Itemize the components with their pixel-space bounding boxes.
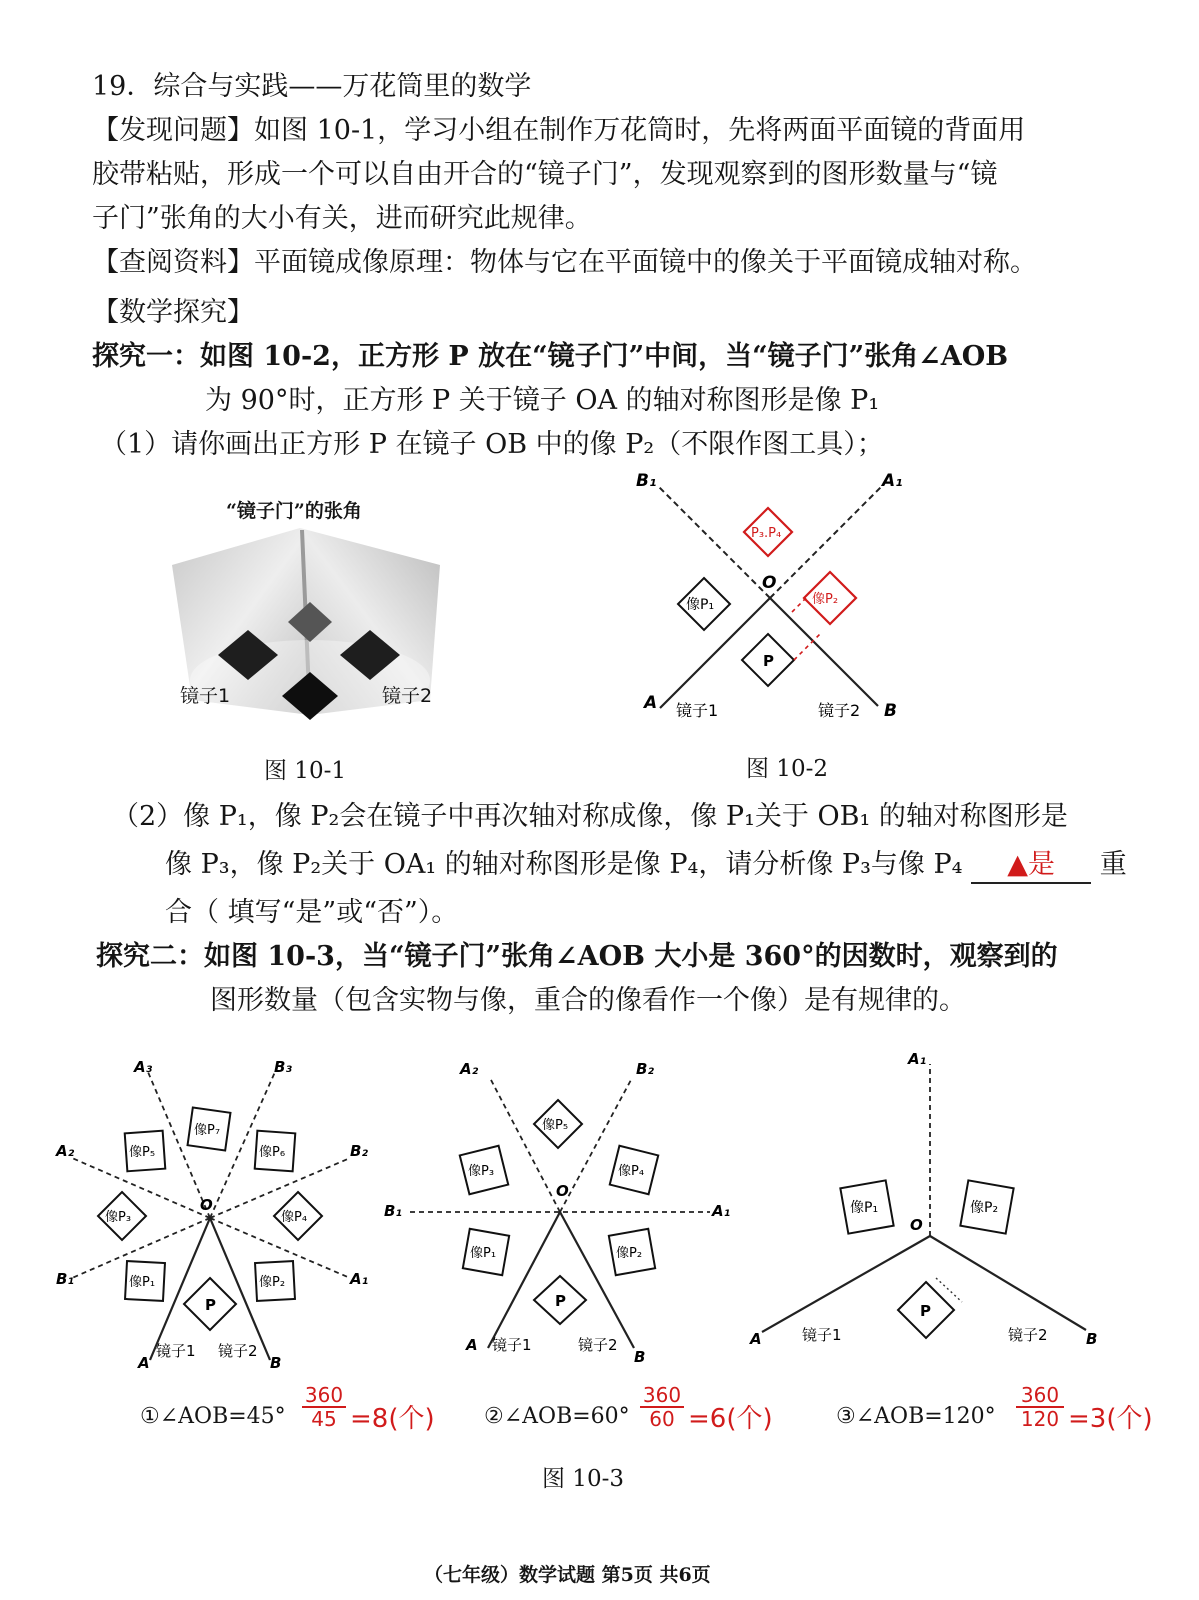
fig3a-p1: 像P₁ [129,1275,156,1290]
fig3c-angle-label: ③∠AOB=120° [836,1404,996,1429]
fig3b-hw-num: 360 [640,1384,684,1408]
fig1-angle-label: “镜子门”的张角 [226,500,362,522]
fig3a-p5: 像P₅ [129,1145,156,1160]
part2-line-3: 合（ 填写“是”或“否”）。 [165,897,459,928]
figure-10-2 [630,470,920,730]
fig3a-a1: A₁ [350,1270,369,1288]
research-line: 【查阅资料】平面镜成像原理：物体与它在平面镜中的像关于平面镜成轴对称。 [92,247,1037,278]
fig3a-angle-label: ①∠AOB=45° [140,1404,286,1429]
fig2-label-m1: 镜子1 [676,701,719,720]
page-footer: （七年级）数学试题 第5页 共6页 [424,1564,711,1586]
fig3b-o: O [556,1182,569,1200]
fig3c-hw-result: =3(个) [1068,1404,1153,1434]
fig3c-hw-num: 360 [1016,1384,1064,1408]
fig3c-o: O [910,1216,923,1234]
fig3a-hw-fraction [302,1384,346,1430]
explore1-line-2: 为 90°时，正方形 P 关于镜子 OA 的轴对称图形是像 P₁ [205,385,880,416]
fig3b-hw-fraction [640,1384,684,1430]
fig3b-a: A [466,1336,478,1354]
fig3b-angle-label: ②∠AOB=60° [484,1404,630,1429]
fig3a-o: O [200,1196,213,1214]
fig2-label-b: B [884,701,897,721]
fig2-label-p: P [763,652,774,670]
fig3c-p2: 像P₂ [970,1200,999,1216]
fig3c-p: P [920,1302,931,1320]
fig3b-p5: 像P₅ [542,1118,569,1133]
fig2-label-a1: A₁ [882,471,903,491]
fig2-label-m2: 镜子2 [818,701,861,720]
fig3-caption: 图 10-3 [542,1466,624,1492]
part2-line-2 [165,848,1127,884]
fig3a-b3: B₃ [274,1058,293,1076]
discover-line-2: 胶带粘贴，形成一个可以自由开合的“镜子门”，发现观察到的图形数量与“镜 [92,159,998,190]
fig3c-m2: 镜子2 [1008,1326,1048,1344]
fig3b-m1: 镜子1 [492,1336,532,1354]
fig3a-a2: A₂ [56,1142,75,1160]
fig3a-p: P [205,1296,216,1314]
fig3a-hw-result: =8(个) [350,1404,435,1434]
fig3a-p6: 像P₆ [259,1145,286,1160]
part2-line-1: （2）像 P₁，像 P₂会在镜子中再次轴对称成像，像 P₁关于 OB₁ 的轴对称图形是 [112,801,1068,832]
figure-10-3-a [50,1050,380,1380]
fig3c-hw-den: 120 [1020,1407,1060,1431]
fig3b-p: P [555,1292,566,1310]
math-heading: 【数学探究】 [92,297,254,328]
part2-answer-blank[interactable]: ▲是 [971,848,1091,884]
question-title: 19．综合与实践——万花筒里的数学 [92,71,532,102]
fig2-hw-p2: 像P₂ [812,592,839,607]
fig2-label-o: O [762,573,777,593]
part2-line-2-end: 重 [1099,849,1127,880]
explore1-line-1: 探究一：如图 10-2，正方形 P 放在“镜子门”中间，当“镜子门”张角∠AOB [92,341,1009,372]
explore2-line-1: 探究二：如图 10-3，当“镜子门”张角∠AOB 大小是 360°的因数时，观察到的 [96,941,1058,972]
fig2-label-a: A [644,693,658,713]
fig3c-m1: 镜子1 [802,1326,842,1344]
fig3a-p4: 像P₄ [281,1210,308,1225]
fig3b-hw-result: =6(个) [688,1404,773,1434]
fig3b-a2: A₂ [460,1060,479,1078]
fig3b-p3: 像P₃ [468,1164,495,1179]
fig2-hw-p34: P₃.P₄ [751,526,782,541]
discover-line-1: 【发现问题】如图 10-1，学习小组在制作万花筒时，先将两面平面镜的背面用 [92,115,1026,146]
figure-10-3-c [740,1040,1120,1360]
fig3a-b1: B₁ [56,1270,75,1288]
fig3a-p7: 像P₇ [194,1123,221,1138]
fig3b-m2: 镜子2 [578,1336,618,1354]
fig3b-hw-den: 60 [649,1407,675,1431]
fig3c-a: A [750,1330,762,1348]
fig2-label-img1: 像P₁ [686,597,715,613]
fig3c-p1: 像P₁ [850,1200,879,1216]
fig3b-b: B [634,1348,646,1366]
fig2-label-b1: B₁ [636,471,657,491]
fig3a-m2: 镜子2 [218,1342,258,1360]
fig3a-b2: B₂ [350,1142,369,1160]
fig3a-p2: 像P₂ [259,1275,286,1290]
fig1-mirror2-label: 镜子2 [382,685,433,707]
part1-line: （1）请你画出正方形 P 在镜子 OB 中的像 P₂（不限作图工具）； [100,429,884,460]
fig1-caption: 图 10-1 [264,758,346,784]
fig2-caption: 图 10-2 [746,756,828,782]
figure-10-1 [160,490,460,730]
fig3a-a3: A₃ [134,1058,153,1076]
fig1-mirror1-label: 镜子1 [180,685,231,707]
fig3b-p1: 像P₁ [470,1246,497,1261]
fig3b-b1: B₁ [384,1202,403,1220]
fig3c-a1: A₁ [908,1050,927,1068]
fig3a-hw-den: 45 [311,1407,337,1431]
fig3a-b: B [270,1354,282,1372]
fig3c-b: B [1086,1330,1098,1348]
part2-line-2-text: 像 P₃，像 P₂关于 OA₁ 的轴对称图形是像 P₄，请分析像 P₃与像 P₄ [165,849,963,880]
fig3a-m1: 镜子1 [156,1342,196,1360]
fig3b-p4: 像P₄ [618,1164,645,1179]
fig3a-a: A [138,1354,150,1372]
fig3a-hw-num: 360 [302,1384,346,1408]
fig3b-p2: 像P₂ [616,1246,643,1261]
discover-line-3: 子门”张角的大小有关，进而研究此规律。 [92,203,592,234]
explore2-line-2: 图形数量（包含实物与像，重合的像看作一个像）是有规律的。 [210,985,966,1016]
figure-10-3-b [380,1050,740,1370]
line-oa1 [770,486,882,598]
fig3b-b2: B₂ [636,1060,655,1078]
fig3b-a1: A₁ [712,1202,731,1220]
fig3a-p3: 像P₃ [105,1210,132,1225]
fig3c-hw-fraction [1016,1384,1064,1430]
